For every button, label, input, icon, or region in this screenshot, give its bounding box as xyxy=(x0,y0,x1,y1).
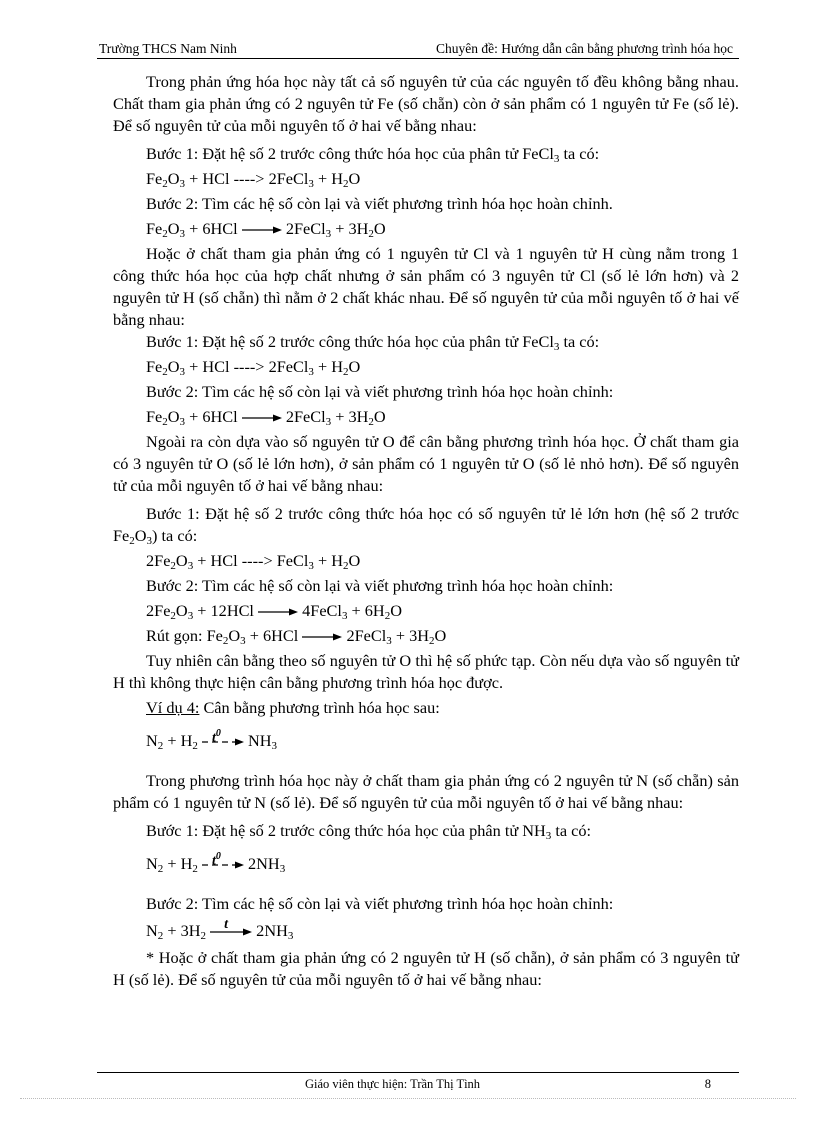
page-edge-divider xyxy=(20,1098,796,1099)
paragraph-3: Ngoài ra còn dựa vào số nguyên tử O để cân bằng phương trình hóa học. Ở chất tham gia có 3 nguyên tử O (số lẻ lớn hơn), ở sản phẩm có 1 nguyên tử O (số lẻ nhỏ hơn). Để số nguyên tử của mỗi nguyên tố ở hai vế bằng nhau: xyxy=(113,432,739,495)
step-1: Bước 1: Đặt hệ số 2 trước công thức hóa học của phân tử FeCl$_3$ ta có: xyxy=(146,144,600,165)
equation-9: $N_2 + H_2$ $t^0$ $2NH_3$ xyxy=(146,851,286,875)
reaction-arrow xyxy=(242,413,282,423)
step-2: Bước 2: Tìm các hệ số còn lại và viết phương trình hóa học hoàn chỉnh. xyxy=(146,194,613,213)
equation-6: $2Fe_2O_3 + 12HCl$ 4FeCl$_3$ + $6H_2O$ xyxy=(146,601,402,622)
step-1-nitrogen: Bước 1: Đặt hệ số 2 trước công thức hóa học của phân tử $NH_3$ ta có: xyxy=(146,821,592,842)
page-number: 8 xyxy=(704,1077,711,1091)
header-topic: Chuyên đề: Hướng dẫn cân bằng phương trình hóa học xyxy=(436,41,733,56)
reaction-arrow xyxy=(258,607,298,617)
header-school: Trường THCS Nam Ninh xyxy=(99,41,237,56)
example-4-label: Ví dụ 4: xyxy=(146,698,200,717)
equation-7: Rút gọn: $Fe_2O_3 + 6HCl$ 2FeCl$_3$ + $3H_2O$ xyxy=(146,626,447,647)
footer-teacher: Giáo viên thực hiện: Trần Thị Tình xyxy=(305,1077,481,1091)
equation-1: $Fe_2O_3$ + HCl ----> 2FeCl$_3$ + $H_2O$ xyxy=(146,169,361,190)
paragraph-6: * Hoặc ở chất tham gia phản ứng có 2 nguyên tử H (số chẵn), ở sản phẩm có 3 nguyên tử H (số lẻ). Để số nguyên tử của mỗi nguyên tố ở hai vế bằng nhau: xyxy=(113,948,739,989)
step-2: Bước 2: Tìm các hệ số còn lại và viết phương trình hóa học hoàn chỉnh: xyxy=(146,894,614,913)
example-4: Ví dụ 4: Cân bằng phương trình hóa học sau: xyxy=(146,698,440,717)
page-header xyxy=(97,40,739,59)
step-1: Bước 1: Đặt hệ số 2 trước công thức hóa học của phân tử FeCl$_3$ ta có: xyxy=(146,332,600,353)
page-body xyxy=(113,71,739,991)
heat-arrow: $t^0$ xyxy=(202,737,244,747)
equation-5: $2Fe_2O_3$ + HCl ----> FeCl$_3$ + $H_2O$ xyxy=(146,551,361,572)
paragraph-5: Trong phương trình hóa học này ở chất tham gia phản ứng có 2 nguyên tử N (số chẵn) sản phẩm có 1 nguyên tử N (số lẻ). Để số nguyên tử của mỗi nguyên tố ở hai vế bằng nhau: xyxy=(113,771,739,812)
reaction-arrow xyxy=(242,225,282,235)
heat-arrow: $t^0$ xyxy=(202,860,244,870)
equation-3: $Fe_2O_3$ + HCl ----> 2FeCl$_3$ + $H_2O$ xyxy=(146,357,361,378)
step-1-oxygen: Bước 1: Đặt hệ số 2 trước công thức hóa học có số nguyên tử lẻ lớn hơn (hệ số 2 trước $Fe_2O_3$) ta có: xyxy=(113,504,739,547)
equation-8: $N_2 + H_2$ $t^0$ $NH_3$ xyxy=(146,728,278,752)
paragraph-1: Trong phản ứng hóa học này tất cả số nguyên tử của các nguyên tố đều không bằng nhau. Chất tham gia phản ứng có 2 nguyên tử Fe (số chẵn) còn ở sản phẩm có 1 nguyên tử Fe (số lẻ). Để số nguyên tử của mỗi nguyên tố ở hai vế bằng nhau: xyxy=(113,72,739,135)
step-2: Bước 2: Tìm các hệ số còn lại và viết phương trình hóa học hoàn chỉnh: xyxy=(146,382,614,401)
heat-arrow: t xyxy=(210,927,252,937)
page-footer xyxy=(97,1072,739,1093)
paragraph-4: Tuy nhiên cân bằng theo số nguyên tử O thì hệ số phức tạp. Còn nếu dựa vào số nguyên tử H thì không thực hiện cân bằng phương trình hóa học được. xyxy=(113,651,739,692)
reaction-arrow xyxy=(302,632,342,642)
equation-4: $Fe_2O_3 + 6HCl$ 2FeCl$_3$ + $3H_2O$ xyxy=(146,407,386,428)
paragraph-2: Hoặc ở chất tham gia phản ứng có 1 nguyên tử Cl và 1 nguyên tử H cùng nằm trong 1 công thức hóa học của hợp chất nhưng ở sản phẩm có 3 nguyên tử Cl (số lẻ lớn hơn) và 2 nguyên tử H (số chẵn) thì nằm ở 2 chất khác nhau. Để số nguyên tử của mỗi nguyên tố ở hai vế bằng nhau: xyxy=(113,244,739,329)
equation-2: $Fe_2O_3 + 6HCl$ 2FeCl$_3$ + $3H_2O$ xyxy=(146,219,386,240)
step-2: Bước 2: Tìm các hệ số còn lại và viết phương trình hóa học hoàn chỉnh: xyxy=(146,576,614,595)
equation-10: $N_2 + 3H_2$ t $2NH_3$ xyxy=(146,917,294,942)
